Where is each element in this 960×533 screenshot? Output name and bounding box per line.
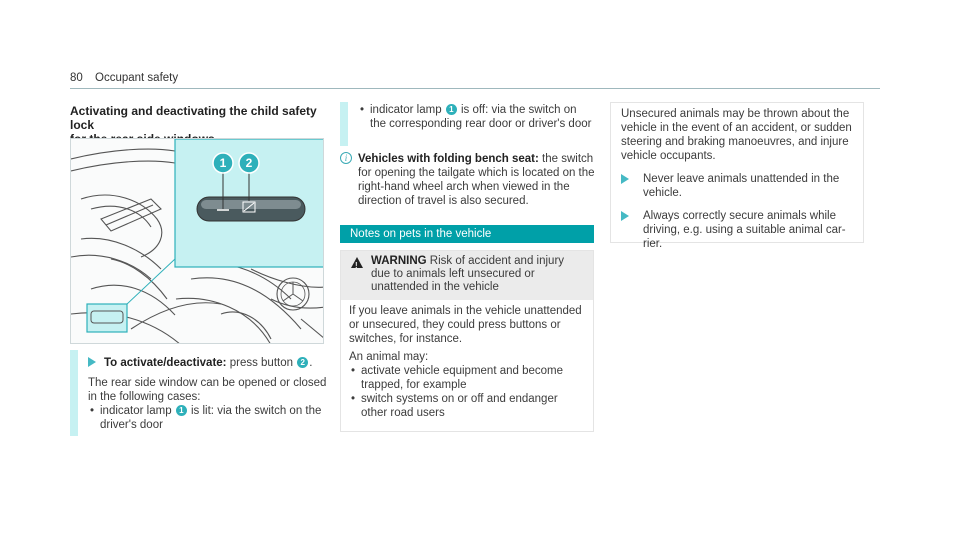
switch-location-highlight	[87, 259, 175, 332]
warning-bullets	[349, 364, 585, 420]
pets-advice-para: Unsecured animals may be thrown about the vehicle in the event of an accident, or sudden steering and braking manoeuvres, and injure vehicle occupants.	[621, 108, 852, 162]
callout-2	[239, 153, 259, 173]
warning-para2: An animal may:	[349, 351, 429, 363]
case-item-text-before: indicator lamp	[100, 405, 172, 417]
step-arrow-icon	[621, 211, 629, 221]
section-title-line1: Activating and deactivating the child safety lock	[70, 104, 317, 132]
case-item-text-before: indicator lamp	[370, 104, 442, 116]
header-divider	[70, 88, 880, 89]
callout-2-label: 2	[245, 156, 253, 170]
case-item-lamp-off	[358, 103, 593, 131]
lamp-1-ref: 1	[176, 405, 187, 416]
instruction-highlight-bar	[70, 350, 78, 436]
instruction-para: The rear side window can be opened or closed in the following cases:	[88, 377, 327, 403]
pets-advice-step-text: Always correctly secure animals while driving, e.g. using a suitable animal car-rier.	[643, 210, 846, 250]
cases-list-continued	[358, 103, 593, 131]
notes-heading: Notes on pets in the vehicle	[340, 225, 594, 243]
warning-para1: If you leave animals in the vehicle unattended or unsecured, they could press buttons or switches, for instance.	[349, 305, 582, 345]
warning-header	[341, 251, 593, 300]
info-lead: Vehicles with folding bench seat:	[358, 153, 539, 165]
steering-wheel-logo	[277, 278, 309, 310]
case-item-text-after: is lit: via the switch on the driver's door	[100, 405, 322, 431]
instruction-step	[88, 356, 328, 370]
pets-advice-step-text: Never leave animals unattended in the vehicle.	[643, 173, 840, 199]
page-header	[70, 72, 178, 84]
pets-advice-box	[610, 102, 864, 250]
callout-1-label: 1	[219, 156, 227, 170]
step-arrow-icon	[621, 174, 629, 184]
warning-bullet: • switch systems on or off and endanger other road users	[349, 392, 585, 420]
lamp-1-ref: 1	[446, 104, 457, 115]
warning-triangle-icon: !	[351, 257, 363, 268]
case-item-lamp-lit	[88, 404, 328, 432]
section-name: Occupant safety	[95, 72, 179, 84]
callout-1	[213, 153, 233, 173]
pets-advice-step	[621, 209, 853, 251]
column2-bullet-block	[358, 103, 593, 131]
warning-label: WARNING	[371, 255, 427, 267]
warning-head-text: Risk of accident and injury due to animals left unsecured or unattended in the vehicle	[371, 255, 565, 293]
illustration-drawing	[71, 139, 324, 344]
warning-box	[340, 250, 594, 432]
button-2-ref: 2	[297, 357, 308, 368]
case-item-text-after: is off: via the switch on the corresponding rear door or driver's door	[370, 104, 592, 130]
instruction-lead: To activate/deactivate:	[104, 357, 227, 369]
instruction-text-after: .	[309, 357, 313, 369]
instruction-block	[88, 356, 328, 432]
warning-body	[341, 300, 593, 420]
instruction-text-before: press button	[229, 357, 294, 369]
page-number: 80	[70, 72, 83, 84]
info-icon: i	[340, 152, 352, 164]
info-text	[358, 152, 595, 208]
cases-list	[88, 404, 328, 432]
info-body: the switch for opening the tailgate which is located on the right-hand wheel arch when viewed in the direction of travel is also secured.	[358, 153, 595, 207]
info-note	[340, 152, 595, 208]
door-panel-illustration	[70, 138, 324, 344]
warning-bullet: • activate vehicle equipment and become trapped, for example	[349, 364, 585, 392]
pets-advice-step	[621, 172, 853, 200]
step-arrow-icon	[88, 357, 96, 367]
column2-highlight-bar	[340, 102, 348, 146]
